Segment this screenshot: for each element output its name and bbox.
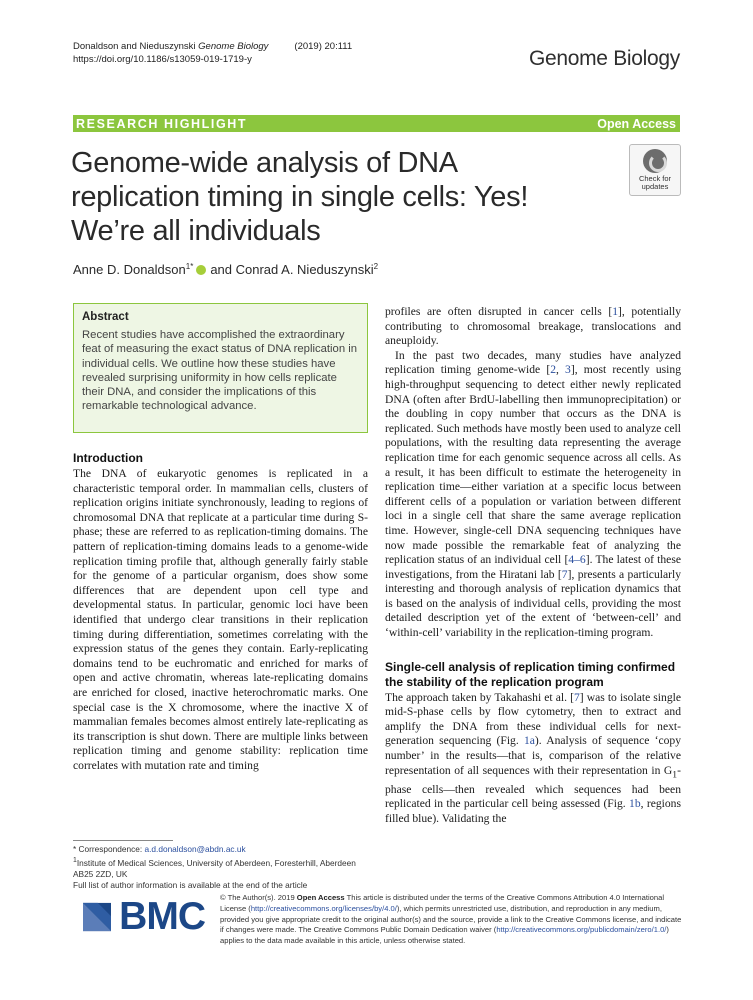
crossmark-label: Check for updates [638,174,672,191]
right-column [385,305,681,826]
bmc-wordmark: BMC [119,895,205,938]
figure-link[interactable]: 1b [629,797,641,811]
author-affiliation-sup: 2 [373,262,379,271]
citation-line [73,40,352,53]
license-link[interactable]: http://creativecommons.org/licenses/by/4.0/ [250,903,397,913]
affiliation: Institute of Medical Sciences, University of Aberdeen, Foresterhill, Aberdeen AB25 2ZD, UK [73,857,356,879]
citation-journal: Genome Biology [198,41,269,52]
article-title: Genome-wide analysis of DNA replication timing in single cells: Yes! We’re all individuals [71,147,529,247]
citation-link[interactable]: 2 [550,363,556,377]
left-column [73,451,368,773]
open-access-label: Open Access [597,116,676,131]
article-type-label: RESEARCH HIGHLIGHT [76,116,248,131]
waiver-link[interactable]: http://creativecommons.org/publicdomain/zero/1.0/ [496,925,667,935]
abstract-text: Recent studies have accomplished the extraordinary feat of measuring the exact status of DNA replication in individual cells. We outline how these studies have revealed surprising uniformity in how cells replicate their DNA, and consider the implications of this remarkable technological advance. [82,329,358,413]
section-heading-single-cell: Single-cell analysis of replication timing confirmed the stability of the replication program [385,659,676,689]
doi-link[interactable]: https://doi.org/10.1186/s13059-019-1719-y [73,54,252,65]
figure-link[interactable]: 1a [523,734,535,748]
author-affiliation-sup: 1* [185,262,194,271]
author-name[interactable]: Anne D. Donaldson [73,262,186,277]
citation-link[interactable]: 7 [573,690,580,704]
section-heading-introduction: Introduction [73,451,143,465]
license-statement: © The Author(s). 2019 Open Access This article is distributed under the terms of the Creative Commons Attribution 4.0 International License (http://creativecommons.org/licenses/by/4.0/), which permits unrestricted use, distribution, and reproduction in any medium, provided you give appropriate credit to the original author(s) and the source, provide a link to the Creative Commons license, and indicate if changes were made. The Creative Commons Public Domain Dedication waiver (http://creativecommons.org/publicdomain/zero/1.0/) applies to the data made available in this article, unless otherwise stated. [220,893,682,946]
citation-year: (2019) 20:111 [294,41,353,52]
citation-link[interactable]: 4–6 [568,553,586,567]
body-paragraph: The DNA of eukaryotic genomes is replicated in a characteristic temporal order. In mammalian cells, clusters of replication origins initiate synchronously, leading to regions of chromosomal DNA that replicate at a particular time during S-phase; these are referred to as replication-timing domains. The pattern of replication-timing domains leads to a genome-wide replication timing profile that, although generally fairly stable for the genome of a particular organism, does show some differences that are dependent upon cell type and developmental status. In particular, genomic loci have been identified that undergo clear transitions in their replication timing during differentiation, sometimes correlating with the expression status of the genes they contain. Early-replicating domains tend to be euchromatic and enriched for marks of open and active chromatin, whereas late-replicating domains are enriched for closed, inactive heterochromatic marks. One special case is the X chromosome, where the inactive X of mammalian females becomes almost entirely late-replicating as its transcription is shut down. There are multiple links between replication timing and genome stability: replication time correlates with mutation rate and timing [73,467,368,772]
bmc-logo-icon [83,898,111,936]
citation-authors: Donaldson and Nieduszynski [73,41,196,52]
author-name[interactable]: and Conrad A. Nieduszynski [210,262,374,277]
abstract-heading: Abstract [82,311,129,323]
article-type-banner [73,115,680,132]
author-list [73,262,378,277]
abstract-box [73,303,368,433]
citation-link[interactable]: 7 [561,567,568,581]
citation-link[interactable]: 3 [565,363,571,377]
body-paragraph: profiles are often disrupted in cancer cells [1], potentially contributing to chromosomal breakage, translocations and aneuploidy. [385,305,681,348]
orcid-icon[interactable] [196,265,206,275]
body-paragraph: In the past two decades, many studies have analyzed replication timing genome-wide [2, 3], most recently using high-throughput sequencing to detect either newly replicated DNA (often after BrdU-labelling then immunoprecipitation) or the doubling in copy number that occurs as the DNA is replicated. Such methods have mostly been used to analyze cell populations, with the resulting data representing the average replication time for each genomic sequence across all cells. As a result, it has been difficult to estimate the heterogeneity in replication time—either variation at a specific locus between different cells of a population or variation between different loci in a single cell that share the same average replication time. However, single-cell DNA sequencing techniques have now made possible the remarkable feat of analyzing the replication status of an individual cell [4–6]. The latest of these investigations, from the Hiratani lab [7], presents a particularly interesting and thorough analysis of replication dynamics that is based on the analysis of individual cells, providing the most detailed description yet of the extent of ‘between-cell’ and ‘within-cell’ variability in the replication-timing program. [385,348,681,640]
correspondence-footnote: * Correspondence: a.d.donaldson@abdn.ac.uk $^1$Institute of Medical Sciences, University of Aberdeen, Foresterhill, Aberdeen AB25 2ZD, UK Full list of author information is available at the end of the article [73,840,368,891]
body-paragraph: The approach taken by Takahashi et al. [7] was to isolate single mid-S-phase cells by flow cytometry, then to extract and amplify the DNA from these individual cells for next-generation sequencing (Fig. 1a). Analysis of sequence ‘copy number’ in the results—that is, comparison of the relative representation of all sequences with their representation in $G_1$-phase cells—then revealed which sequences had been replicated in the particular cell being assessed (Fig. 1b, regions filled blue). Validating the [385,690,681,825]
author-info-note: Full list of author information is available at the end of the article [73,879,308,890]
crossmark-icon [643,149,667,173]
check-for-updates-badge[interactable] [629,144,681,196]
citation-link[interactable]: 1 [612,305,619,318]
bmc-logo[interactable] [83,893,205,941]
correspondence-email[interactable]: a.d.donaldson@abdn.ac.uk [144,844,246,854]
running-header [73,40,352,66]
footnote-divider [73,840,173,841]
journal-logo: Genome Biology [528,47,680,70]
